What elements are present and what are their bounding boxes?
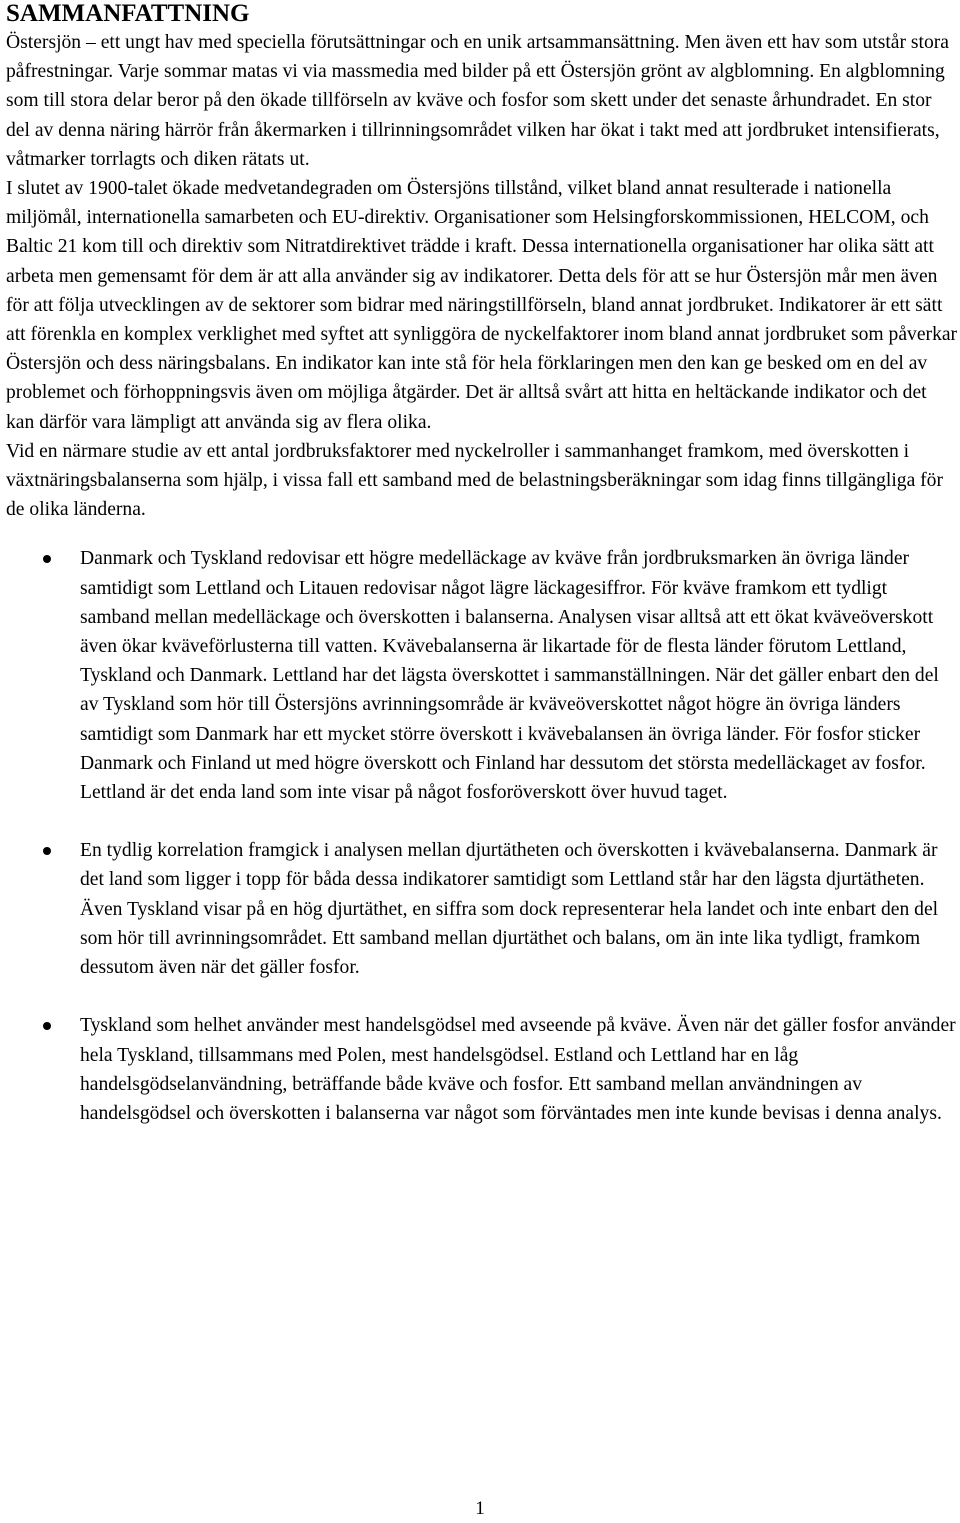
findings-list xyxy=(6,544,958,1128)
list-item xyxy=(6,1011,958,1128)
bullet-icon xyxy=(43,1022,51,1030)
list-item xyxy=(6,836,958,982)
bullet-icon xyxy=(43,555,51,563)
paragraph-study: Vid en närmare studie av ett antal jordbruksfaktorer med nyckelroller i sammanhanget framkom, med överskotten i växtnäringsbalanserna som hjälp, i vissa fall ett samband med de belastningsberäkningar som idag finns tillgängliga för de olika länderna. xyxy=(6,440,944,521)
bullet-icon xyxy=(43,847,51,855)
section-title: SAMMANFATTNING xyxy=(6,0,250,27)
list-item xyxy=(6,544,958,807)
page-number: 1 xyxy=(475,1498,485,1519)
paragraph-intro: Östersjön – ett ungt hav med speciella förutsättningar och en unik artsammansättning. Men även ett hav som utstår stora påfrestningar. Varje sommar matas vi via massmedia med bilder på ett Östersjön grönt av algblomning. En algblomning som till stora delar beror på den ökade tillförseln av kväve och fosfor som skett under det senaste århundradet. En stor del av denna näring härrör från åkermarken i tillrinningsområdet vilken har ökat i takt med att jordbruket intensifierats, våtmarker torrlagts och diken rätats ut. xyxy=(6,32,949,170)
list-item-text: Danmark och Tyskland redovisar ett högre medelläckage av kväve från jordbruksmarken än övriga länder samtidigt som Lettland och Litauen redovisar något lägre läckagesiffror. För kväve framkom ett tydligt samband mellan medelläckage och överskotten i balanserna. Analysen visar alltså att ett ökat kväveöverskott även ökar kväveförlusterna till vatten. Kvävebalanserna är likartade för de flesta länder förutom Lettland, Tyskland och Danmark. Lettland har det lägsta överskottet i sammanställningen. När det gäller enbart den del av Tyskland som hör till Östersjöns avrinningsområde är kväveöverskottet något högre än övriga länders samtidigt som Danmark har ett mycket större överskott i kvävebalansen än övriga länder. För fosfor sticker Danmark och Finland ut med högre överskott och Finland har dessutom det största medelläckaget av fosfor. Lettland är det enda land som inte visar på något fosforöverskott över huvud taget. xyxy=(80,548,939,804)
list-item-text: En tydlig korrelation framgick i analysen mellan djurtätheten och överskotten i kvävebalanserna. Danmark är det land som ligger i topp för båda dessa indikatorer samtidigt som Lettland står har den lägsta djurtätheten. Även Tyskland visar på en hög djurtäthet, en siffra som dock representerar hela landet och inte enbart den del som hör till avrinningsområdet. Ett samband mellan djurtäthet och balans, om än inte lika tydligt, framkom dessutom även när det gäller fosfor. xyxy=(80,840,939,979)
paragraph-indicators: I slutet av 1900-talet ökade medvetandegraden om Östersjöns tillstånd, vilket bland annat resulterade i nationella miljömål, internationella samarbeten och EU-direktiv. Organisationer som Helsingforskommissionen, HELCOM, och Baltic 21 kom till och direktiv som Nitratdirektivet trädde i kraft. Dessa internationella organisationer har olika sätt att arbeta men gemensamt för dem är att alla använder sig av indikatorer. Detta dels för att se hur Östersjön mår men även för att följa utvecklingen av de sektorer som bidrar med näringstillförseln, bland annat jordbruket. Indikatorer är ett sätt att förenkla en komplex verklighet med syftet att synliggöra de nyckelfaktorer inom bland annat jordbruket som påverkar Östersjön och dess näringsbalans. En indikator kan inte stå för hela förklaringen men den kan ge besked om en del av problemet och förhoppningsvis även om möjliga åtgärder. Det är alltså svårt att hitta en heltäckande indikator och det kan därför vara lämpligt att använda sig av flera olika. xyxy=(6,178,958,433)
list-item-text: Tyskland som helhet använder mest handelsgödsel med avseende på kväve. Även när det gäller fosfor använder hela Tyskland, tillsammans med Polen, mest handelsgödsel. Estland och Lettland har en låg handelsgödselanvändning, beträffande både kväve och fosfor. Ett samband mellan användningen av handelsgödsel och överskotten i balanserna var något som förväntades men inte kunde bevisas i denna analys. xyxy=(80,1015,956,1124)
document-page xyxy=(6,0,958,1128)
